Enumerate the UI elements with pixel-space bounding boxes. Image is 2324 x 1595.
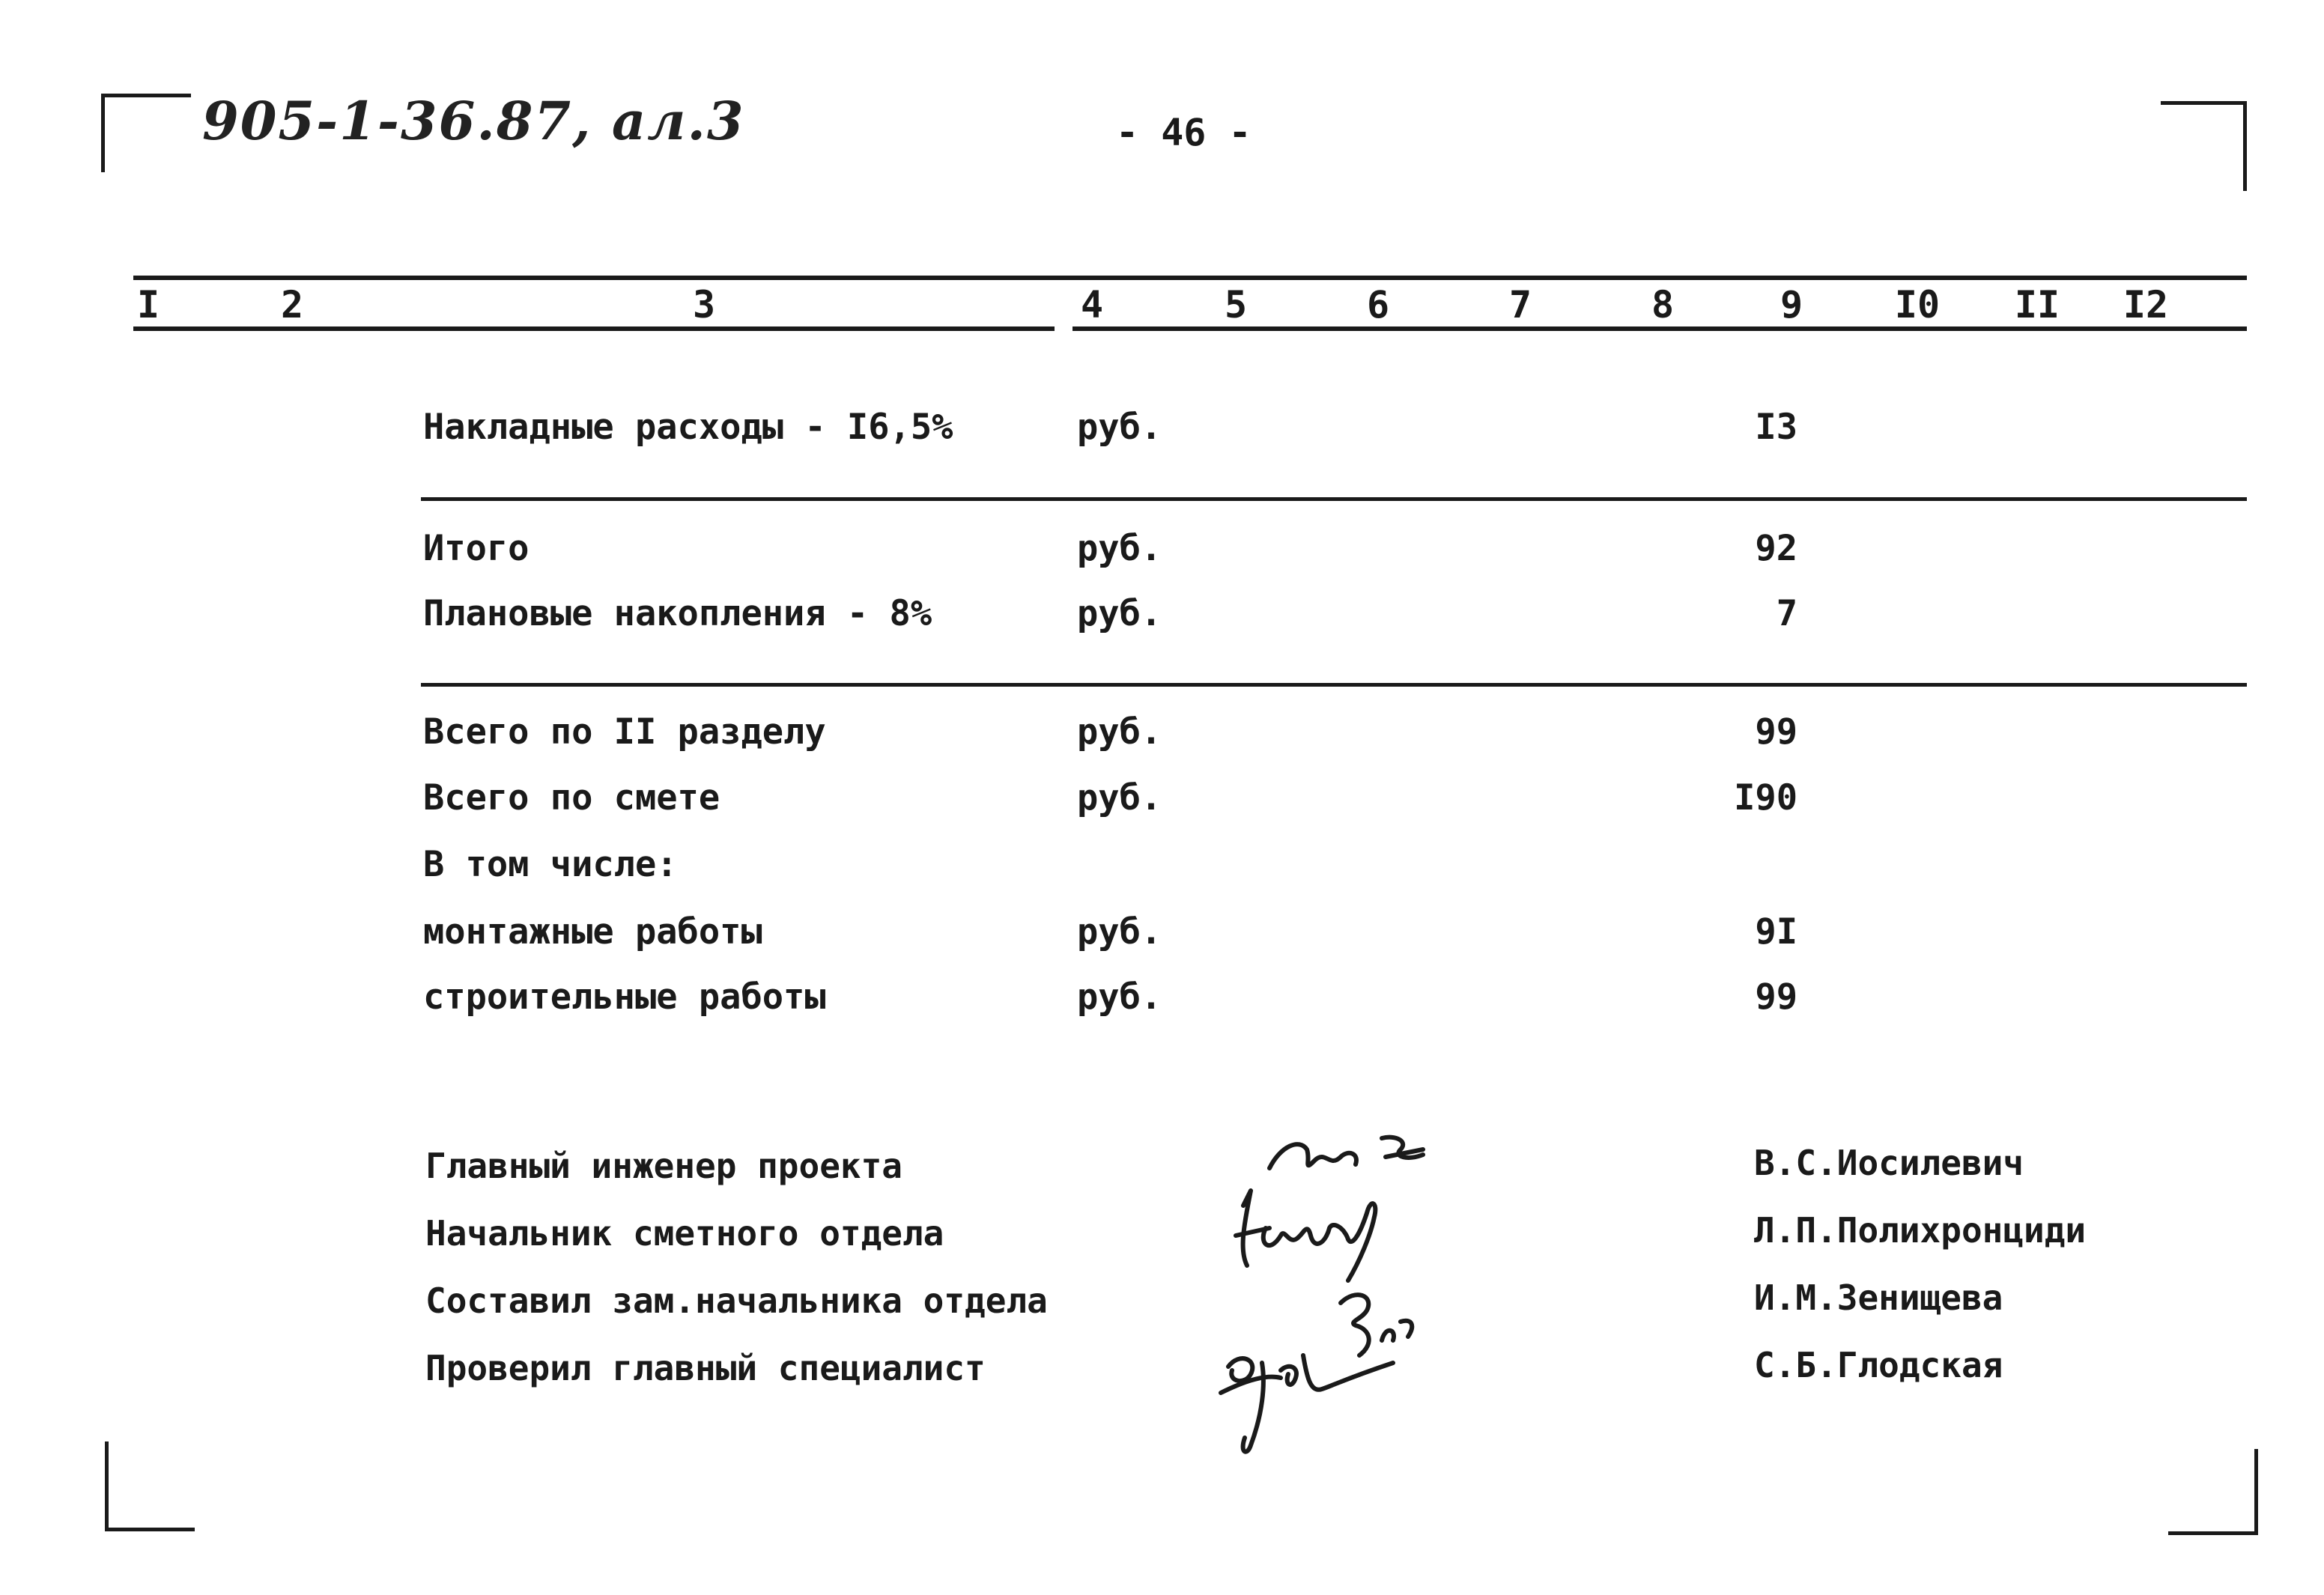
signature-compiler	[1341, 1295, 1412, 1355]
handwritten-signatures	[1198, 1116, 1528, 1475]
corner-mark-top-right	[2161, 101, 2247, 191]
row-value: I3	[1755, 407, 1797, 448]
signatory-role: Главный инженер проекта	[425, 1146, 902, 1186]
signature-estimates-head	[1236, 1191, 1375, 1280]
column-header-4: 4	[1080, 283, 1104, 326]
corner-mark-bottom-left	[105, 1441, 195, 1531]
row-unit: руб.	[1077, 711, 1162, 753]
signature-checker	[1221, 1355, 1393, 1452]
column-header-11: II	[2014, 283, 2060, 326]
column-header-9: 9	[1780, 283, 1803, 326]
column-header-6: 6	[1366, 283, 1390, 326]
row-label: строительные работы	[423, 976, 826, 1018]
column-header-5: 5	[1224, 283, 1248, 326]
row-unit: руб.	[1077, 528, 1162, 569]
column-header-1: I	[136, 283, 160, 326]
row-label: Плановые накопления - 8%	[423, 593, 932, 634]
row-unit: руб.	[1077, 976, 1162, 1018]
table-header-top-rule	[133, 276, 2247, 280]
column-header-12: I2	[2123, 283, 2169, 326]
row-unit: руб.	[1077, 407, 1162, 448]
row-label: Всего по II разделу	[423, 711, 826, 753]
signatory-name: И.М.Зенищева	[1754, 1277, 2003, 1318]
table-header-bottom-rule-left	[133, 326, 1055, 331]
section-rule	[421, 497, 2247, 501]
column-header-8: 8	[1651, 283, 1675, 326]
signatory-role: Проверил главный специалист	[425, 1348, 986, 1388]
column-header-10: I0	[1894, 283, 1941, 326]
row-label: Накладные расходы - I6,5%	[423, 407, 953, 448]
row-value: 9I	[1755, 911, 1797, 953]
row-label: В том числе:	[423, 844, 678, 885]
row-label: Всего по смете	[423, 777, 720, 818]
row-unit: руб.	[1077, 593, 1162, 634]
signatory-name: В.С.Иосилевич	[1754, 1143, 2024, 1183]
signatory-name: Л.П.Полихронциди	[1754, 1210, 2087, 1251]
row-value: I90	[1734, 777, 1797, 818]
corner-mark-bottom-right	[2168, 1449, 2258, 1535]
row-value: 99	[1755, 711, 1797, 753]
column-header-3: 3	[692, 283, 716, 326]
corner-mark-top-left	[101, 94, 191, 172]
row-unit: руб.	[1077, 911, 1162, 953]
row-unit: руб.	[1077, 777, 1162, 818]
signatory-role: Начальник сметного отдела	[425, 1213, 944, 1254]
signatory-name: С.Б.Глодская	[1754, 1345, 2003, 1385]
row-value: 7	[1776, 593, 1797, 634]
column-header-2: 2	[280, 283, 304, 326]
section-rule	[421, 683, 2247, 687]
row-label: Итого	[423, 528, 530, 569]
row-label: монтажные работы	[423, 911, 762, 953]
signature-chief-engineer	[1269, 1137, 1423, 1168]
document-code: 905-1-36.87, ал.3	[202, 90, 745, 152]
row-value: 92	[1755, 528, 1797, 569]
table-header-bottom-rule-right	[1073, 326, 2247, 331]
page-number: - 46 -	[1116, 111, 1251, 154]
row-value: 99	[1755, 976, 1797, 1018]
column-header-7: 7	[1508, 283, 1532, 326]
signatory-role: Составил зам.начальника отдела	[425, 1280, 1048, 1321]
